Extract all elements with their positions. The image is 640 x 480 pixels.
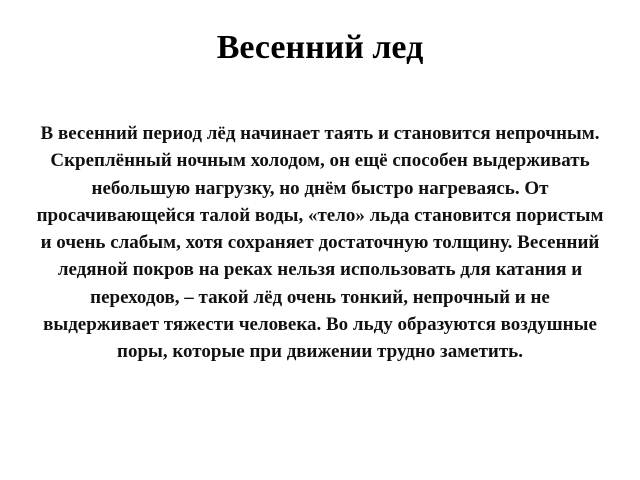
slide-title: Весенний лед [216,29,424,66]
slide-body-text: В весенний период лёд начинает таять и становится непрочным. Скреплённый ночным холодом, он ещё способен выдерживать небольшую нагрузку, но днём быстро нагреваясь. От просачивающейся талой воды, «тело» льда становится пористым и очень слабым, хотя сохраняет достаточную толщину. Весенний ледяной покров на реках нельзя использовать для катания и переходов, – такой лёд очень тонкий, непрочный и не выдерживает тяжести человека. Во льду образуются воздушные поры, которые при движении трудно заметить. [36,123,604,363]
